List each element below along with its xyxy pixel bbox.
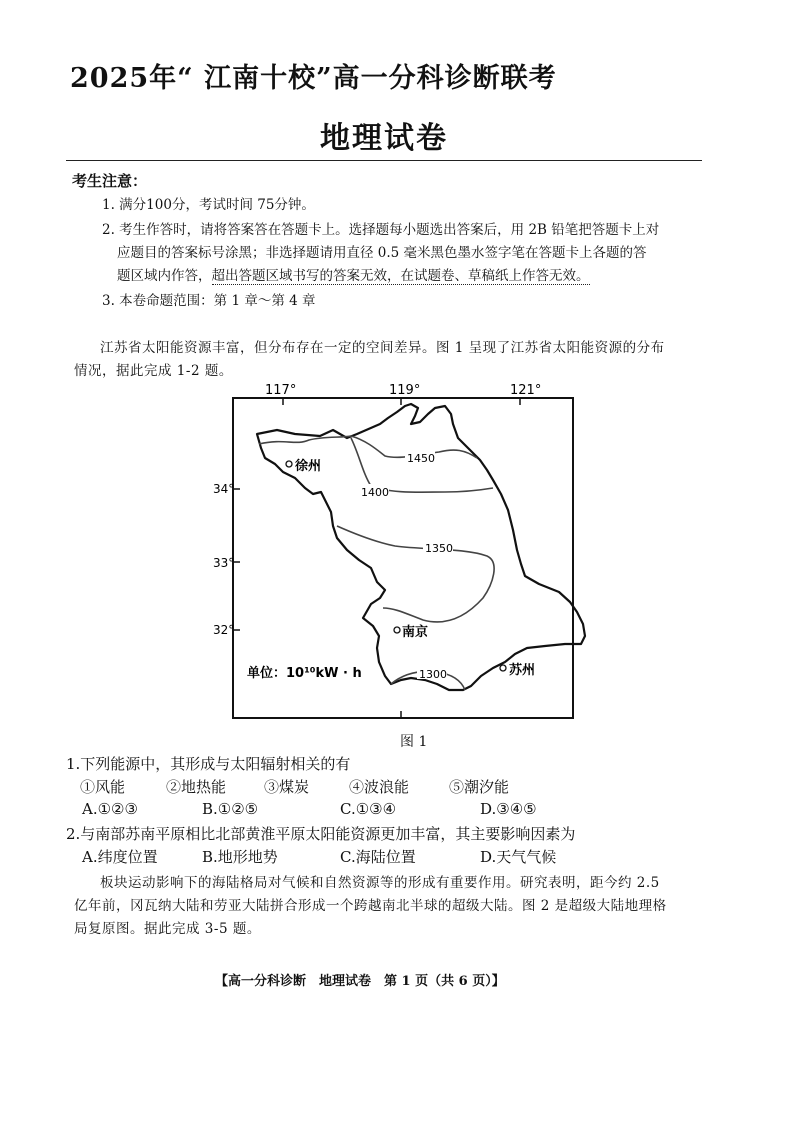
passage1-line-1: 江苏省太阳能资源丰富，但分布存在一定的空间差异。图 1 呈现了江苏省太阳能资源的分布 xyxy=(100,340,665,356)
q1-stem: 1.下列能源中，其形成与太阳辐射相关的有 xyxy=(66,755,351,773)
lat-label-32: 32° xyxy=(213,623,235,637)
q1-item-4: ④波浪能 xyxy=(349,778,410,796)
isoline-1450 xyxy=(259,436,477,458)
lon-label-117: 117° xyxy=(265,383,297,398)
exam-title: 2025年“ 江南十校”高一分科诊断联考 xyxy=(70,63,557,94)
city-marker-nanjing xyxy=(394,627,400,633)
q2-stem: 2.与南部苏南平原相比北部黄淮平原太阳能资源更加丰富，其主要影响因素为 xyxy=(66,825,576,843)
q1-option-c: C.①③④ xyxy=(340,800,397,818)
notice-item-2-cont: 应题目的答案标号涂黑；非选择题请用直径 0.5 毫米黑色墨水签字笔在答题卡上各题的答 xyxy=(117,245,647,261)
province-outline xyxy=(257,404,585,690)
figure-1-map xyxy=(213,378,585,723)
q2-option-a: A.纬度位置 xyxy=(82,848,158,866)
passage2-line-2: 亿年前，冈瓦纳大陆和劳亚大陆拼合形成一个跨越南北半球的超级大陆。图 2 是超级大陆地理格 xyxy=(74,898,667,914)
header-divider xyxy=(66,160,702,161)
notice-item-2: 2. 考生作答时，请将答案答在答题卡上。选择题每小题选出答案后，用 2B 铅笔把答题卡上对 xyxy=(102,222,660,238)
figure-1-caption: 图 1 xyxy=(400,734,428,750)
q1-item-3: ③煤炭 xyxy=(264,778,310,796)
city-marker-suzhou xyxy=(500,665,506,671)
q2-option-b: B.地形地势 xyxy=(202,848,278,866)
q2-option-d: D.天气气候 xyxy=(480,848,557,866)
passage2-line-1: 板块运动影响下的海陆格局对气候和自然资源等的形成有重要作用。研究表明，距今约 2.5 xyxy=(100,875,660,891)
isoline-label-1350: 1350 xyxy=(425,542,453,555)
page-footer: 【高一分科诊断 地理试卷 第 1 页（共 6 页）】 xyxy=(215,974,505,989)
isoline-label-1300: 1300 xyxy=(419,668,447,681)
q1-item-5: ⑤潮汐能 xyxy=(449,778,510,796)
notice-item-2-part: 题区域内作答， xyxy=(117,268,212,284)
q1-option-b: B.①②⑤ xyxy=(202,800,259,818)
notice-item-3: 3. 本卷命题范围：第 1 章～第 4 章 xyxy=(102,293,316,309)
lon-label-119: 119° xyxy=(389,383,421,398)
isoline-1350 xyxy=(337,526,494,622)
notice-emphasis: 超出答题区域书写的答案无效，在试题卷、草稿纸上作答无效。 xyxy=(211,268,590,284)
q1-option-a: A.①②③ xyxy=(82,800,138,818)
city-label-nanjing: 南京 xyxy=(402,625,429,640)
isoline-label-1400: 1400 xyxy=(361,486,389,499)
notice-heading: 考生注意： xyxy=(72,172,148,190)
q2-option-c: C.海陆位置 xyxy=(340,848,416,866)
notice-item-2-cont2 xyxy=(117,264,590,284)
q1-option-d: D.③④⑤ xyxy=(480,800,537,818)
passage2-line-3: 局复原图。据此完成 3-5 题。 xyxy=(74,921,261,937)
notice-item-1: 1. 满分100分，考试时间 75分钟。 xyxy=(102,197,315,213)
q1-item-1: ①风能 xyxy=(80,778,126,796)
lat-label-33: 33° xyxy=(213,556,235,570)
city-marker-xuzhou xyxy=(286,461,292,467)
passage1-line-2: 情况，据此完成 1-2 题。 xyxy=(74,363,233,379)
subject-title: 地理试卷 xyxy=(320,121,448,156)
q1-item-2: ②地热能 xyxy=(166,778,227,796)
lon-label-121: 121° xyxy=(510,383,542,398)
map-unit: 单位：10¹⁰kW · h xyxy=(247,666,362,681)
isoline-label-1450: 1450 xyxy=(407,452,435,465)
city-label-suzhou: 苏州 xyxy=(509,663,536,678)
city-label-xuzhou: 徐州 xyxy=(295,459,322,474)
lat-label-34: 34° xyxy=(213,482,235,496)
